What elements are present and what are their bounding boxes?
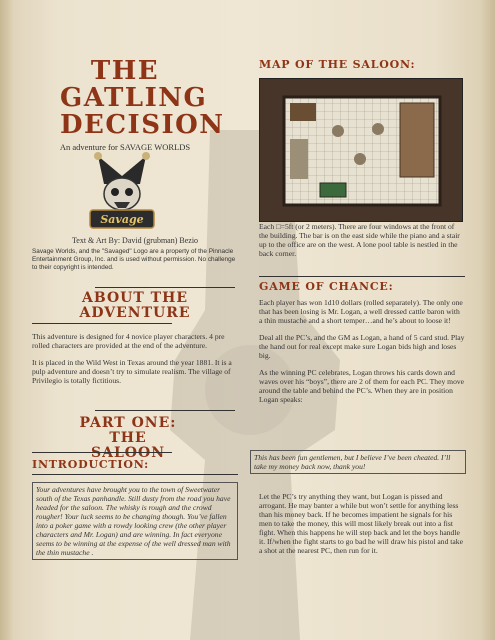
- page-edge-left: [0, 0, 14, 640]
- chance-paragraph-1: Each player has won 1d10 dollars (rolled separately). The only one that has been losing is Mr. Logan, a well dressed cattle baron with a thin mustache and a short temper…and he’s about to loose it!: [259, 298, 463, 325]
- about-paragraph-2: It is placed in the Wild West in Texas around the year 1881. It is a pulp adventure and doesn’t try to simulate realism. The village of Privilegio is totally fictitious.: [32, 358, 232, 385]
- saloon-map: [259, 78, 463, 222]
- divider-part-one-bottom: [32, 452, 172, 453]
- divider-chance: [259, 276, 465, 277]
- page-title: THE GATLING DECISION: [60, 56, 225, 140]
- legal-notice: Savage Worlds, and the "Savaged" Logo are a property of the Pinnacle Entertainment Group, Inc. and is used without permission. No challenge to their copyright is intended.: [32, 248, 236, 271]
- about-heading: ABOUT THE ADVENTURE: [79, 290, 191, 321]
- divider-part-one-top: [95, 410, 235, 411]
- saloon-map-drawing: [260, 79, 462, 221]
- about-body: [32, 332, 238, 393]
- introduction-readaloud: Your adventures have brought you to the town of Sweetwater south of the Texas panhandle. Still dusty from the road you have headed for the saloon. The whisky is rough and the crowd rougher! Your luck seems to be changing though. You’ve fallen into a poker game with a rowdy looking crew (the other player characters and Mr. Logan) and are winning. In fact everyone seems to be winning at the expense of the well dressed man with the thin mustache .: [32, 482, 238, 560]
- subtitle: An adventure for SAVAGE WORLDS: [59, 142, 191, 152]
- introduction-heading: INTRODUCTION:: [32, 458, 150, 471]
- divider-intro: [32, 474, 238, 475]
- divider-about-top: [95, 287, 235, 288]
- game-of-chance-heading: GAME OF CHANCE:: [259, 280, 394, 293]
- part-one-heading: PART ONE: THE SALOON: [79, 415, 177, 461]
- chance-paragraph-2: Deal all the PC’s, and the GM as Logan, a hand of 5 card stud. Play the hand out for real except make sure Logan bids high and loses big.: [259, 333, 465, 360]
- logo-wordmark: Savage: [100, 213, 144, 226]
- about-paragraph-1: This adventure is designed for 4 novice player characters. 4 pre rolled characters are provided at the end of the adventure.: [32, 332, 225, 350]
- logan-quote: This has been fun gentlemen, but I believe I’ve been cheated. I’ll take my money back now, thank you!: [250, 450, 466, 474]
- savage-worlds-logo: [60, 150, 185, 240]
- map-heading: MAP OF THE SALOON:: [259, 58, 416, 71]
- chance-paragraph-4: Let the PC’s try anything they want, but Logan is pissed and arrogant. He may banter a while but won’t settle for anything less than his money back. If he becomes impatient he signals for his men to take the money, this will most likely break out into a fist fight. When this happens he will step back and let the boys handle it. If/when the fight starts to go bad he will draw his pistol and take a shot at the nearest PC, then run for it.: [259, 492, 463, 555]
- map-caption: Each □=5ft (or 2 meters). There are four windows at the front of the building. The bar is on the east side while the piano and a stair up to the office are on the west. A lone pool table is nestled in the back corner.: [259, 222, 460, 258]
- divider-about-bottom: [32, 323, 172, 324]
- game-of-chance-body: [259, 298, 465, 412]
- page-edge-right: [481, 0, 495, 640]
- chance-paragraph-3: As the winning PC celebrates, Logan throws his cards down and waves over his “boys”, there are 2 of them for each PC. They move around the table and behind the PC’s. When they are in position Logan speaks:: [259, 368, 465, 404]
- author-credit: Text & Art By: David (grubman) Bezio: [71, 236, 199, 245]
